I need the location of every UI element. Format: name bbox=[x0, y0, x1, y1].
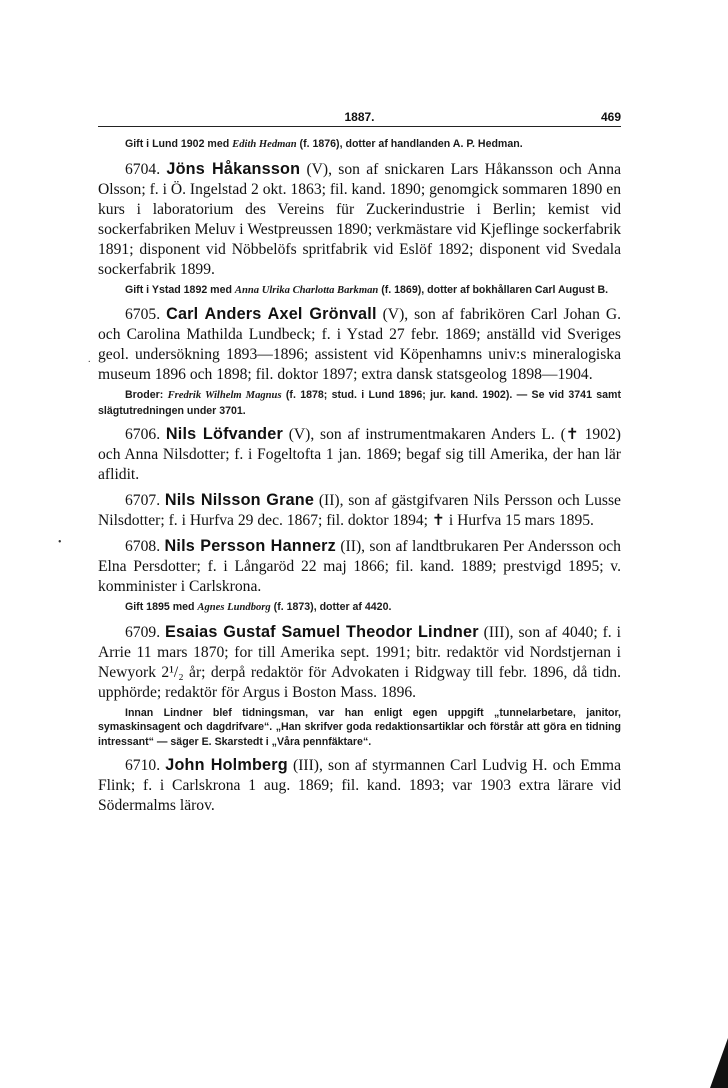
entry-paragraph bbox=[98, 622, 621, 703]
note-text: (f. 1873), dotter af 4420. bbox=[270, 601, 392, 613]
note-text: (f. 1869), dotter af bokhållaren Carl August B. bbox=[378, 283, 609, 296]
entry-number: 6705. bbox=[125, 306, 161, 323]
note-text: Innan Lindner blef tidningsman, var han enligt egen uppgift „tunnelarbetare, janitor, symaskinsagent och dagdrifvare“. „Han skrifver goda redaktionsartiklar och förstår att göra en tidning intressant“ — säger E. Skarstedt i „Våra pennfäktare“. bbox=[98, 706, 621, 748]
entry-name: Esaias Gustaf Samuel Theodor Lindner bbox=[165, 622, 479, 641]
entry-name: Jöns Håkansson bbox=[166, 159, 301, 178]
note-paragraph bbox=[98, 283, 621, 299]
note-paragraph bbox=[98, 600, 621, 616]
note-name: Fredrik Wilhelm Magnus bbox=[167, 390, 282, 401]
entry-name: Nils Nilsson Grane bbox=[164, 491, 315, 509]
note-text: (f. 1878; stud. i Lund 1896; jur. kand. 1902). — Se vid 3741 samt slägtutredningen under 3701. bbox=[98, 389, 621, 417]
entry-text: (III), son af 4040; f. i Arrie 11 mars 1870; for till Amerika sept. 1991; bitr. redaktör vid Nordstjernan i Newyork 2¹/₂ år; derpå redaktör för Advokaten i Ridgway till febr. 1896, då tidn. upphörde; redaktör för Argus i Boston Mass. 1896. bbox=[98, 623, 621, 701]
entry-paragraph bbox=[98, 304, 621, 385]
entry-name: Nils Persson Hannerz bbox=[164, 537, 336, 555]
entry-paragraph bbox=[98, 755, 621, 816]
running-header bbox=[98, 100, 621, 127]
entry-name: Nils Löfvander bbox=[165, 425, 283, 443]
entry-number: 6708. bbox=[125, 538, 161, 555]
header-year: 1887. bbox=[344, 110, 375, 124]
entry-paragraph bbox=[98, 490, 621, 531]
entry-paragraph bbox=[98, 159, 621, 280]
entries-list bbox=[98, 137, 621, 816]
entry-number: 6710. bbox=[125, 757, 161, 774]
note-paragraph bbox=[98, 137, 621, 153]
stray-mark: . bbox=[88, 354, 91, 365]
entry-text: (V), son af snickaren Lars Håkansson och Anna Olsson; f. i Ö. Ingelstad 2 okt. 1863; fil. kand. 1890; genomgick sommaren 1890 en kurs i laboratorium des Vereins für Zuckerindustrie i Berlin; kemist vid sockerfabriken Meluv i Westpreussen 1890; verkmästare vid Kjeflinge sockerfabrik 1891; disponent vid Nöbbelöfs spritfabrik vid Eslöf 1892; disponent vid Svedala sockerfabrik 1899. bbox=[98, 160, 622, 278]
entry-number: 6704. bbox=[125, 160, 161, 178]
entry-paragraph bbox=[98, 536, 621, 597]
entry-text: (V), son af fabrikören Carl Johan G. och Carolina Mathilda Lundbeck; f. i Ystad 27 febr. 1869; anställd vid Sveriges geol. undersökning 1893—1896; assistent vid Köpenhamns univ:s mineralogiska museum 1896 och 1898; fil. doktor 1897; extra dansk statsgeolog 1898—1904. bbox=[98, 306, 621, 383]
entry-number: 6707. bbox=[125, 492, 161, 509]
entry-text: (II), son af gästgifvaren Nils Persson och Lusse Nilsdotter; f. i Hurfva 29 dec. 1867; fil. doktor 1894; ✝ i Hurfva 15 mars 1895. bbox=[98, 492, 621, 529]
note-paragraph bbox=[98, 706, 621, 750]
entry-name: John Holmberg bbox=[165, 756, 288, 774]
entry-text: (II), son af landtbrukaren Per Andersson och Elna Persdotter; f. i Långaröd 22 maj 1866; fil. kand. 1889; prestvigd 1895; v. komminister i Carlskrona. bbox=[98, 538, 621, 595]
note-text: Broder: bbox=[125, 389, 168, 401]
book-page bbox=[98, 100, 621, 816]
note-text: Gift i Ystad 1892 med bbox=[125, 283, 235, 296]
entry-number: 6706. bbox=[125, 426, 161, 443]
note-name: Anna Ulrika Charlotta Barkman bbox=[234, 284, 379, 296]
note-text: Gift 1895 med bbox=[125, 601, 198, 613]
entry-text: (III), son af styrmannen Carl Ludvig H. och Emma Flink; f. i Carlskrona 1 aug. 1869; fil. kand. 1893; var 1903 extra lärare vid Södermalms lärov. bbox=[98, 757, 621, 814]
page-corner-shadow bbox=[710, 1038, 728, 1088]
entry-paragraph bbox=[98, 424, 621, 485]
page-number: 469 bbox=[600, 110, 621, 124]
entry-number: 6709. bbox=[125, 623, 161, 641]
note-paragraph bbox=[98, 388, 621, 418]
note-text: Gift i Lund 1902 med bbox=[125, 138, 233, 150]
note-text: (f. 1876), dotter af handlanden A. P. Hedman. bbox=[296, 138, 523, 150]
entry-text: (V), son af instrumentmakaren Anders L. (✝ 1902) och Anna Nilsdotter; f. i Fogeltofta 1 jan. 1869; begaf sig till Amerika, der han lär aflidit. bbox=[98, 426, 621, 483]
entry-name: Carl Anders Axel Grönvall bbox=[166, 305, 377, 323]
stray-mark: • bbox=[58, 537, 62, 548]
note-name: Agnes Lundborg bbox=[197, 602, 271, 613]
note-name: Edith Hedman bbox=[232, 139, 297, 150]
